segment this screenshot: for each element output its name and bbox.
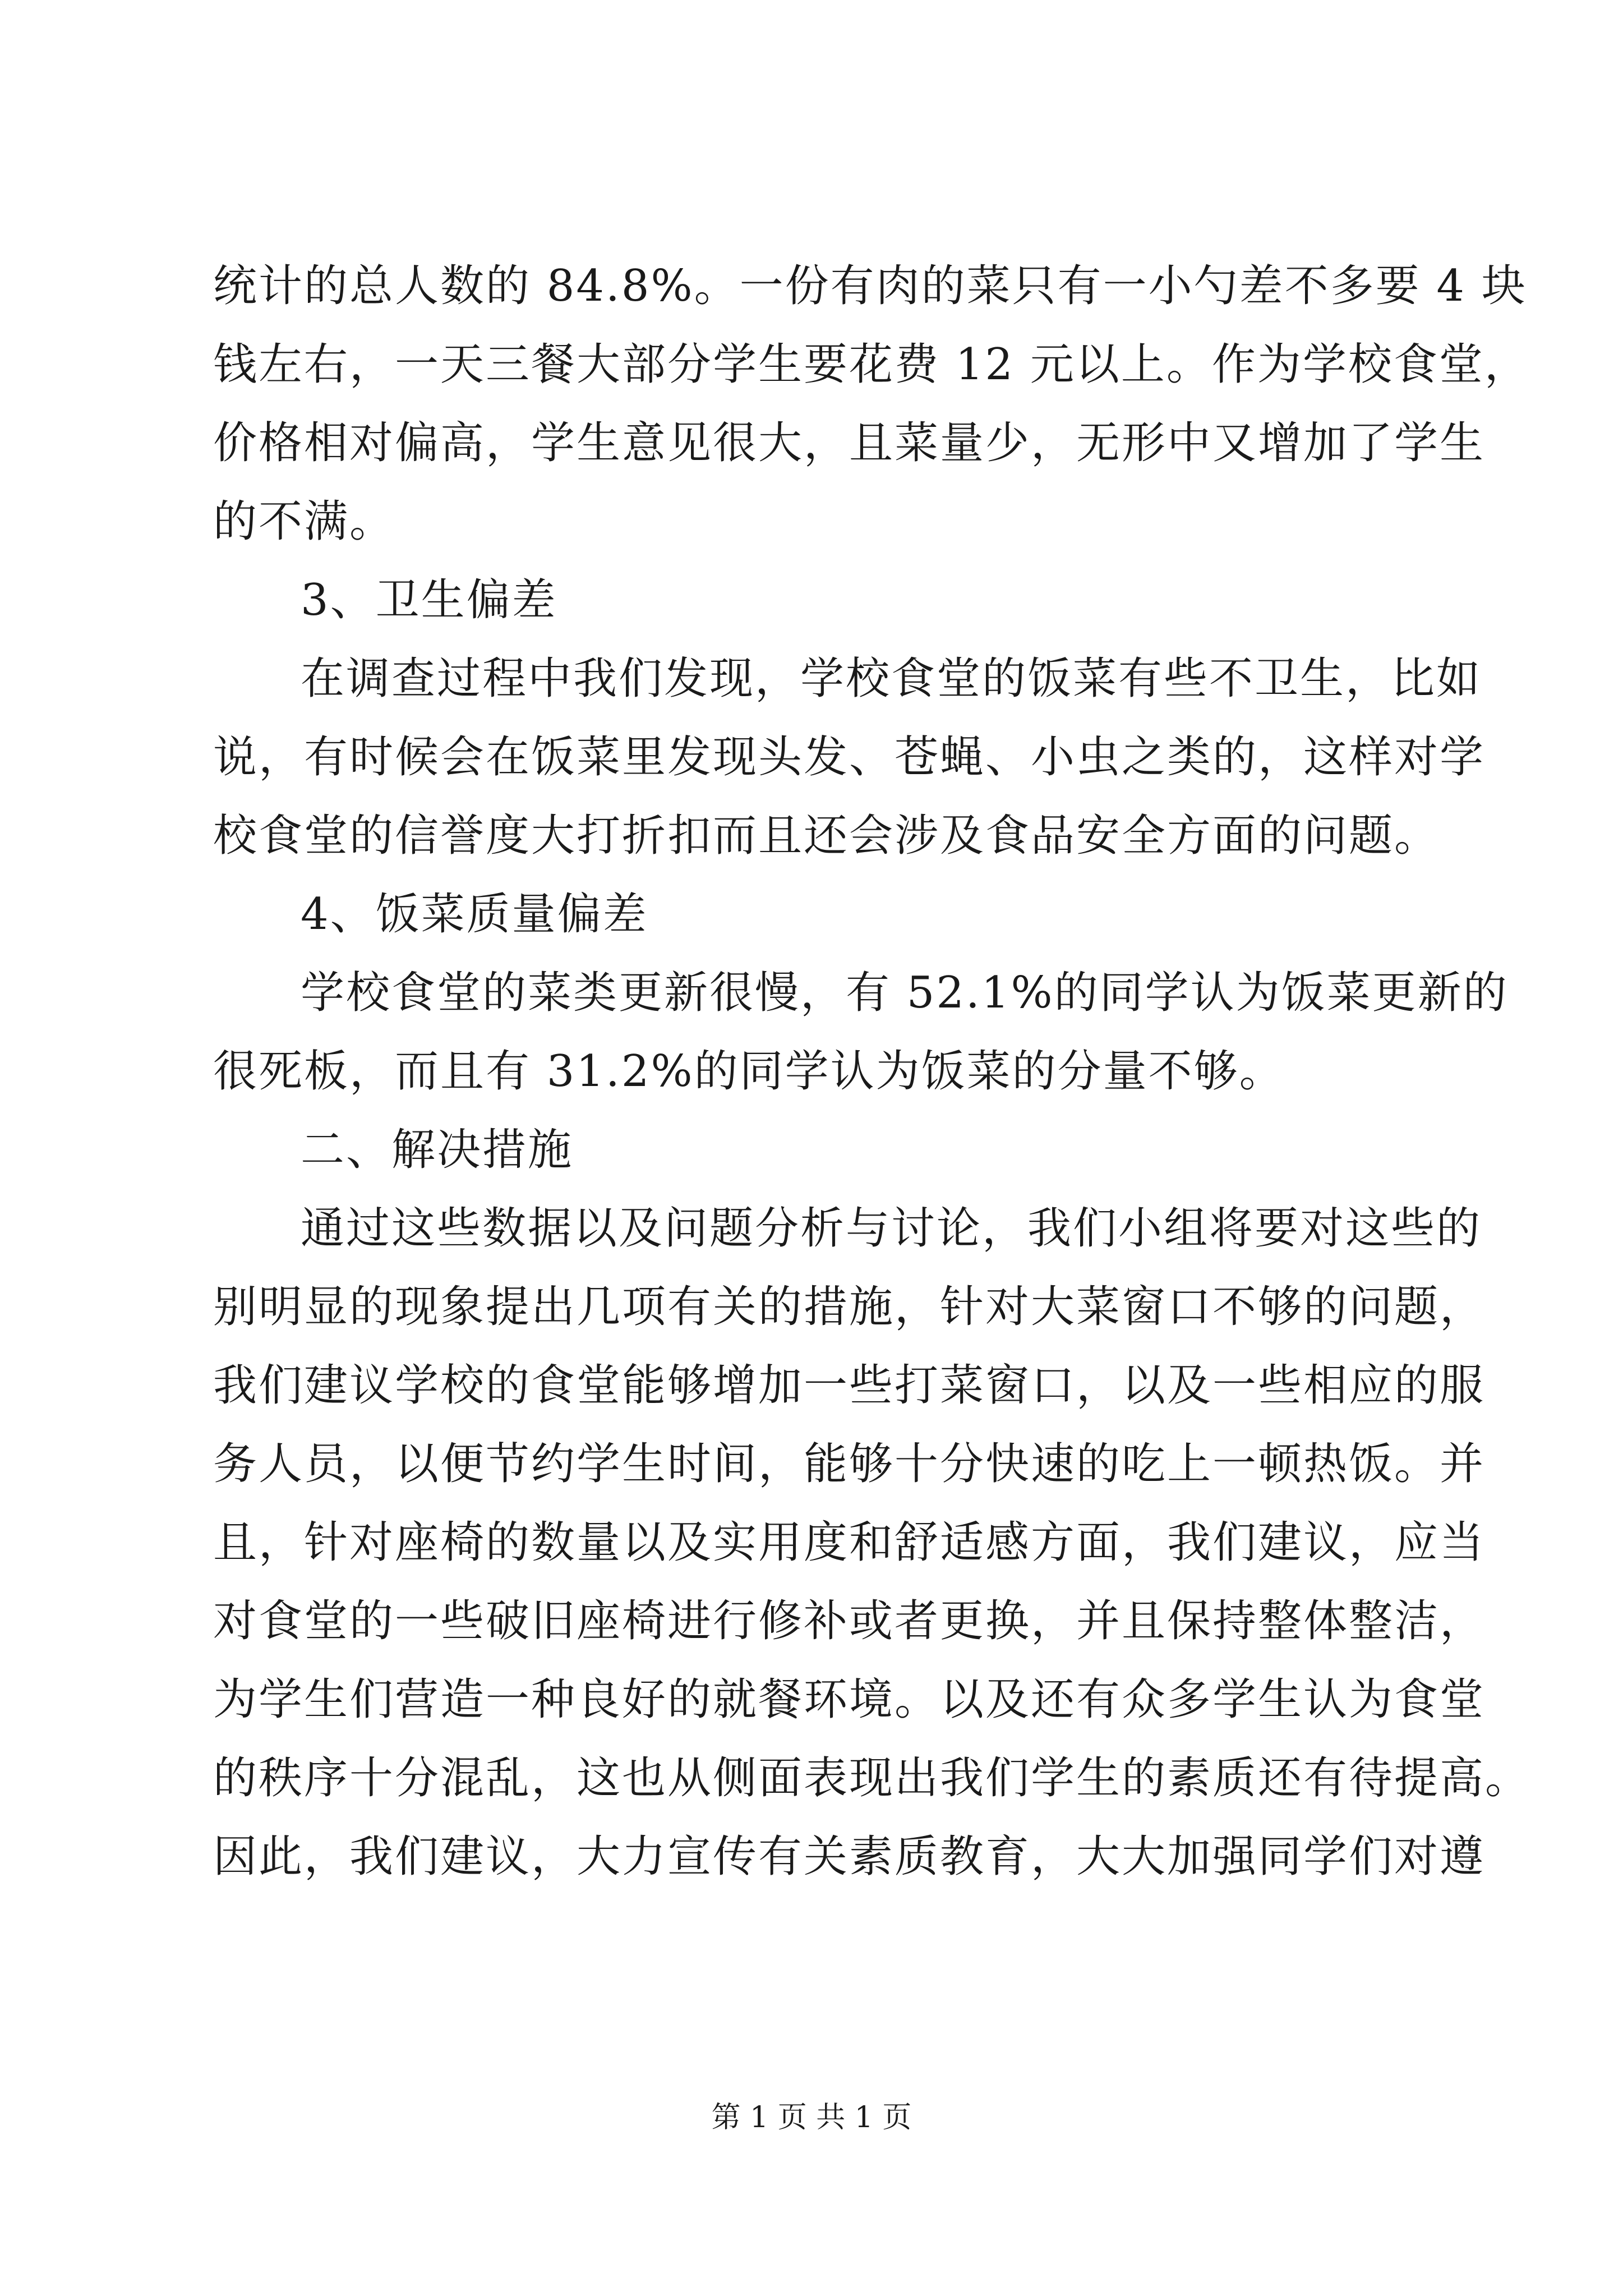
text-line: 我们建议学校的食堂能够增加一些打菜窗口，以及一些相应的服 bbox=[213, 1360, 1486, 1411]
text-line: 很死板，而且有 31.2%的同学认为饭菜的分量不够。 bbox=[213, 1046, 1285, 1097]
text-line: 说，有时候会在饭菜里发现头发、苍蝇、小虫之类的，这样对学 bbox=[213, 732, 1486, 783]
text-line: 学校食堂的菜类更新很慢，有 52.1%的同学认为饭菜更新的 bbox=[301, 968, 1509, 1018]
text-line: 的不满。 bbox=[213, 496, 395, 547]
text-line: 务人员，以便节约学生时间，能够十分快速的吃上一顿热饭。并 bbox=[213, 1439, 1486, 1489]
text-line: 校食堂的信誉度大打折扣而且还会涉及食品安全方面的问题。 bbox=[213, 811, 1440, 861]
text-line: 价格相对偏高，学生意见很大，且菜量少，无形中又增加了学生 bbox=[213, 418, 1486, 468]
text-line: 通过这些数据以及问题分析与讨论，我们小组将要对这些的 bbox=[301, 1203, 1482, 1254]
section-heading: 二、解决措施 bbox=[301, 1125, 574, 1175]
document-body bbox=[213, 247, 1531, 1896]
text-line: 的秩序十分混乱，这也从侧面表现出我们学生的素质还有待提高。 bbox=[213, 1753, 1531, 1803]
text-line: 对食堂的一些破旧座椅进行修补或者更换，并且保持整体整洁， bbox=[213, 1596, 1486, 1646]
text-line: 在调查过程中我们发现，学校食堂的饭菜有些不卫生，比如 bbox=[301, 654, 1482, 704]
section-heading: 3、卫生偏差 bbox=[301, 575, 557, 625]
text-line: 钱左右，一天三餐大部分学生要花费 12 元以上。作为学校食堂， bbox=[213, 339, 1530, 390]
text-line: 统计的总人数的 84.8%。一份有肉的菜只有一小勺差不多要 4 块 bbox=[213, 261, 1527, 311]
page-footer: 第 1 页 共 1 页 bbox=[711, 2101, 912, 2134]
text-line: 为学生们营造一种良好的就餐环境。以及还有众多学生认为食堂 bbox=[213, 1674, 1486, 1725]
text-line: 因此，我们建议，大力宣传有关素质教育，大大加强同学们对遵 bbox=[213, 1832, 1486, 1882]
text-line: 别明显的现象提出几项有关的措施，针对大菜窗口不够的问题， bbox=[213, 1282, 1486, 1332]
text-line: 且，针对座椅的数量以及实用度和舒适感方面，我们建议，应当 bbox=[213, 1517, 1486, 1568]
section-heading: 4、饭菜质量偏差 bbox=[301, 889, 648, 940]
